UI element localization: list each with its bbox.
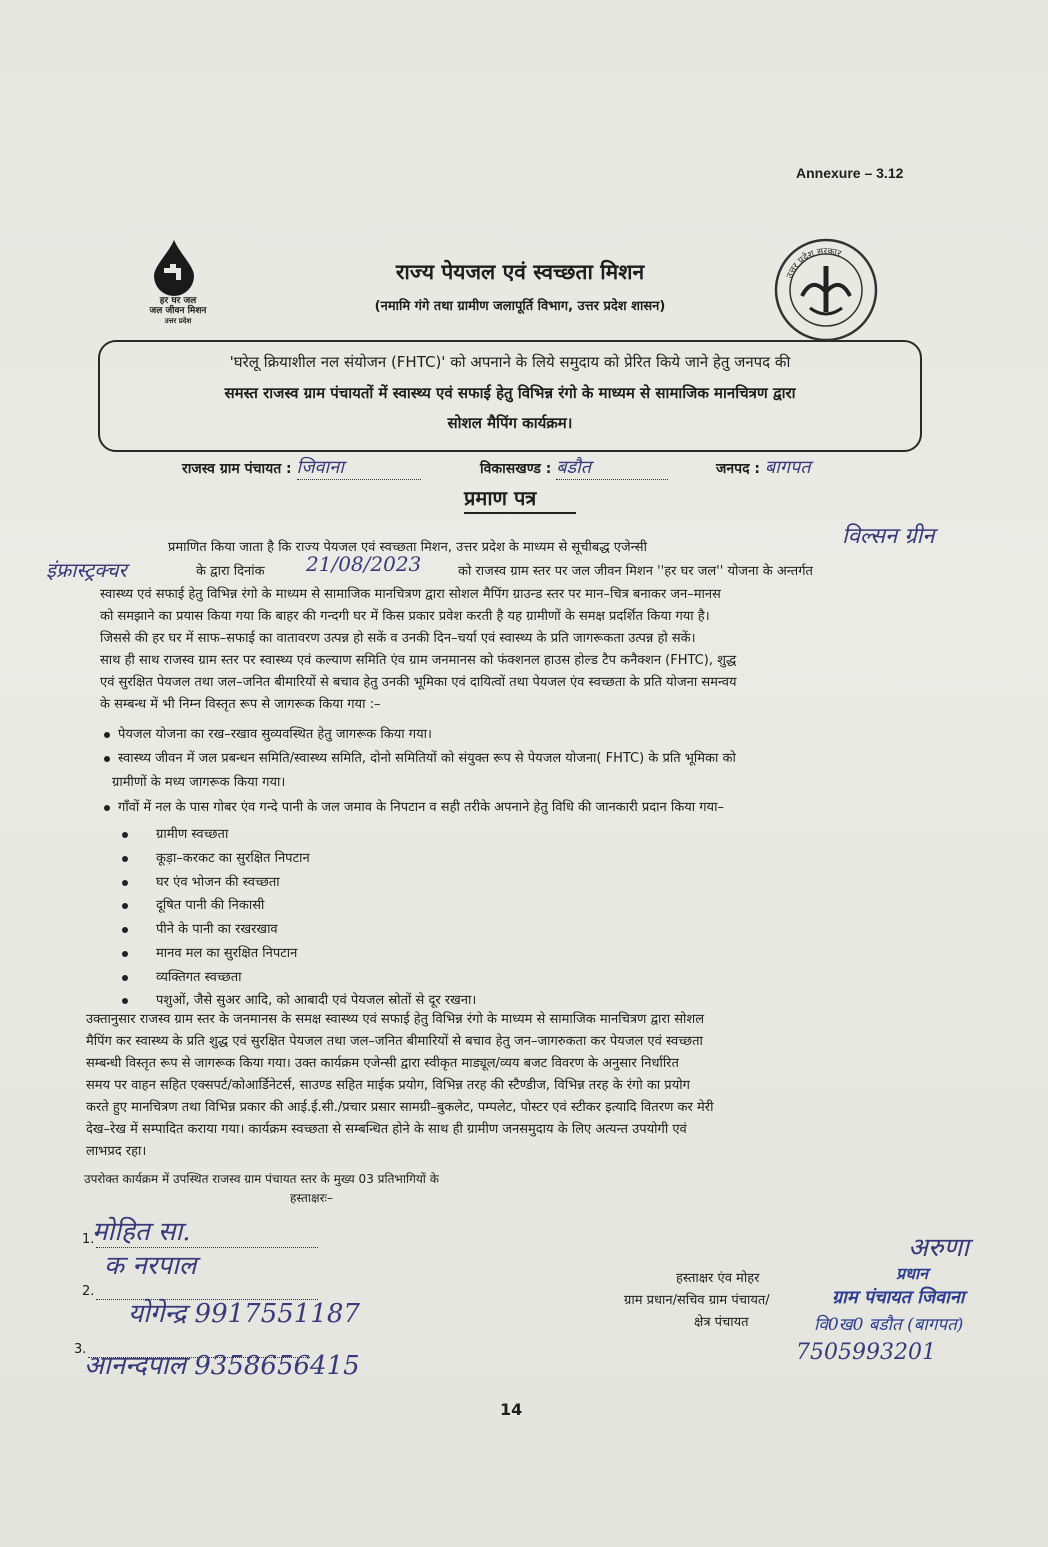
block-field — [480, 455, 668, 480]
district-label: जनपद : — [716, 461, 761, 477]
bullet-icon — [104, 805, 110, 811]
participant-1-signature: मोहित सा. — [92, 1217, 191, 1247]
up-government-seal-icon — [772, 236, 880, 344]
body-line-1: प्रमाणित किया जाता है कि राज्य पेयजल एवं स्वच्छता मिशन, उत्तर प्रदेश के माध्यम से सूचीबद्ध एजेन्सी — [168, 540, 647, 555]
bullet-icon — [122, 927, 128, 933]
mission-title: राज्य पेयजल एवं स्वच्छता मिशन — [395, 260, 645, 284]
signatory-role: ग्राम प्रधान/सचिव ग्राम पंचायत/ — [624, 1293, 770, 1308]
certificate-title-underline — [464, 512, 576, 514]
signatory-label: हस्ताक्षर एंव मोहर — [676, 1271, 760, 1286]
bullet-continuation: ग्रामीणों के मध्य जागरूक किया गया। — [112, 775, 286, 790]
body-line: के सम्बन्ध में भी निम्न विस्तृत रूप से जागरूक किया गया :– — [100, 697, 381, 712]
block-label: विकासखण्ड : — [480, 461, 552, 477]
sub-list-item — [122, 824, 228, 842]
block-value: बडौत — [556, 457, 592, 478]
logo-caption-line: जल जीवन मिशन — [149, 306, 207, 316]
bullet-icon — [122, 951, 128, 957]
agency-name-handwritten: विल्सन ग्रीन — [842, 524, 935, 549]
conclusion-line: समय पर वाहन सहित एक्सपर्ट/कोआर्डिनेटर्स, साउण्ड सहित माईक प्रयोग, विभिन्न तरह की स्टैण्डीज, विभिन्न तरह के रंगो का प्रयोग — [86, 1078, 690, 1093]
participant-number: 3. — [74, 1342, 87, 1357]
logo-caption — [128, 296, 228, 326]
signatory-phone: 7505993201 — [796, 1340, 936, 1365]
body-line-2a: के द्वारा दिनांक — [196, 564, 265, 579]
conclusion-line: देख–रेख में सम्पादित कराया गया। कार्यक्रम स्वच्छता से सम्बन्धित होने के साथ ही ग्रामीण जनसमुदाय के लिए अत्यन्त उपयोगी एवं — [86, 1122, 687, 1137]
body-line: एवं सुरक्षित पेयजल तथा जल–जनित बीमारियों से बचाव हेतु उनकी भूमिका एवं दायित्वों तथा पेयजल एंव स्वच्छता के प्रति योजना समन्वय — [100, 675, 737, 690]
sub-list-item — [122, 895, 264, 913]
seal-text: उत्तर प्रदेश सरकार — [785, 246, 843, 280]
water-drop-logo-icon — [150, 238, 198, 296]
sub-list-item — [122, 990, 476, 1008]
bullet-item — [104, 724, 432, 742]
stamp-title: प्रधान — [896, 1264, 928, 1283]
bullet-icon — [122, 880, 128, 886]
stamp-panchayat: ग्राम पंचायत जिवाना — [832, 1287, 965, 1308]
bullet-icon — [122, 998, 128, 1004]
participant-number: 2. — [82, 1284, 95, 1299]
bullet-icon — [122, 903, 128, 909]
bullet-item — [104, 797, 724, 815]
certificate-title: प्रमाण पत्र — [464, 486, 537, 510]
panchayat-value: जिवाना — [296, 457, 344, 478]
annexure-label: Annexure – 3.12 — [796, 165, 904, 181]
logo-caption-line: हर घर जल — [159, 296, 197, 306]
mission-subtitle: (नमामि गंगे तथा ग्रामीण जलापूर्ति विभाग, उत्तर प्रदेश शासन) — [374, 299, 666, 314]
body-line: को समझाने का प्रयास किया गया कि बाहर की गन्दगी घर में किस प्रकार प्रवेश करती है यह ग्रामीणों के समक्ष प्रदर्शित किया गया है। — [100, 609, 710, 624]
program-line-3: सोशल मैपिंग कार्यक्रम। — [447, 414, 573, 432]
participant-1-name: क नरपाल — [104, 1251, 197, 1281]
bullet-text: गाँवों में नल के पास गोबर एंव गन्दे पानी के जल जमाव के निपटान व सही तरीके अपनाने हेतु विधि की जानकारी प्रदान किया गया– — [118, 800, 724, 815]
bullet-icon — [122, 856, 128, 862]
bullet-icon — [122, 832, 128, 838]
bullet-text: स्वास्थ्य जीवन में जल प्रबन्धन समिति/स्वास्थ्य समिति, दोनो समितियों को संयुक्त रूप से पेयजल योजना( FHTC) के प्रति भूमिका को — [118, 751, 736, 766]
sub-item-text: ग्रामीण स्वच्छता — [156, 827, 229, 842]
sub-item-text: दूषित पानी की निकासी — [156, 898, 265, 913]
bullet-text: पेयजल योजना का रख–रखाव सुव्यवस्थित हेतु जागरूक किया गया। — [118, 727, 432, 742]
participant-3-signature: आनन्दपाल 9358656415 — [84, 1351, 360, 1381]
bullet-icon — [122, 975, 128, 981]
agency-name-handwritten-2: इंफ्रास्ट्रक्चर — [46, 558, 127, 582]
stamp-block: वि0ख0 बडौत (बागपत) — [814, 1315, 964, 1335]
conclusion-line: उक्तानुसार राजस्व ग्राम स्तर के जनमानस के समक्ष स्वास्थ्य एवं सफाई हेतु विभिन्न रंगो के माध्यम से सामाजिक मानचित्रण द्वारा सोशल — [86, 1012, 705, 1027]
sub-item-text: घर एंव भोजन की स्वच्छता — [156, 875, 280, 890]
conclusion-line: सम्बन्धी विस्तृत रूप से जागरूक किया गया। उक्त कार्यक्रम एजेन्सी द्वारा स्वीकृत माड्यूल/व्यय बजट विवरण के अनुसार निर्धारित — [86, 1056, 679, 1071]
sub-item-text: व्यक्तिगत स्वच्छता — [156, 970, 242, 985]
participants-intro: उपरोक्त कार्यक्रम में उपस्थित राजस्व ग्राम पंचायत स्तर के मुख्य 03 प्रतिभागियों के — [84, 1172, 439, 1186]
participant-number: 1. — [82, 1232, 95, 1247]
program-line-2: समस्त राजस्व ग्राम पंचायतों में स्वास्थ्य एवं सफाई हेतु विभिन्न रंगो के माध्यम से सामाजिक मानचित्रण द्वारा — [224, 384, 796, 402]
sub-list-item — [122, 967, 242, 985]
signatory-role-2: क्षेत्र पंचायत — [694, 1315, 749, 1330]
sub-list-item — [122, 919, 278, 937]
participants-signature-label: हस्ताक्षरः– — [290, 1191, 333, 1205]
program-line-1: 'घरेलू क्रियाशील नल संयोजन (FHTC)' को अपनाने के लिये समुदाय को प्रेरित किये जाने हेतु जनपद की — [229, 353, 791, 371]
sub-list-item — [122, 872, 280, 890]
bullet-item — [104, 748, 736, 766]
panchayat-field — [182, 455, 421, 480]
page-number: 14 — [500, 1400, 523, 1419]
sub-item-text: कूड़ा–करकट का सुरक्षित निपटान — [156, 851, 310, 866]
district-value: बागपत — [764, 457, 811, 478]
conclusion-line: मैपिंग कर स्वास्थ्य के प्रति शुद्ध एवं सुरक्षित पेयजल तथा जल–जनित बीमारियों से बचाव हेतु जन–जागरुकता कर पेयजल एवं स्वच्छता — [86, 1034, 703, 1049]
body-line: साथ ही साथ राजस्व ग्राम स्तर पर स्वास्थ्य एवं कल्याण समिति एंव ग्राम जनमानस को फंक्शनल हाउस होल्ड टैप कनैक्शन (FHTC), शुद्ध — [100, 653, 737, 668]
body-line: स्वास्थ्य एवं सफाई हेतु विभिन्न रंगो के माध्यम से सामाजिक मानचित्रण द्वारा सोशल मैपिंग ग्राउन्ड स्तर पर मान–चित्र बनाकर जन–मानस — [100, 587, 721, 602]
sub-list-item — [122, 943, 297, 961]
district-field — [716, 455, 810, 479]
panchayat-label: राजस्व ग्राम पंचायत : — [182, 461, 292, 477]
body-line: जिससे की हर घर में साफ–सफाई का वातावरण उत्पन्न हो सकें व उनकी दिन–चर्या एवं स्वास्थ्य के प्रति जागरूकता उत्पन्न हो सकें। — [100, 631, 696, 646]
conclusion-line: लाभप्रद रहा। — [86, 1144, 147, 1159]
signatory-signature: अरुणा — [908, 1233, 969, 1263]
conclusion-line: करते हुए मानचित्रण तथा विभिन्न प्रकार की आई.ई.सी./प्रचार प्रसार सामग्री–बुकलेट, पम्पलेट, पोस्टर एवं स्टीकर इत्यादि वितरण कर मेरी — [86, 1100, 714, 1115]
logo-caption-line: उत्तर प्रदेश — [164, 317, 192, 325]
bullet-icon — [104, 732, 110, 738]
participant-2-signature: योगेन्द्र 9917551187 — [128, 1299, 360, 1329]
program-date-handwritten: 21/08/2023 — [306, 552, 422, 576]
body-line-2b: को राजस्व ग्राम स्तर पर जल जीवन मिशन ''हर घर जल'' योजना के अन्तर्गत — [458, 564, 813, 579]
bullet-icon — [104, 756, 110, 762]
sub-item-text: पशुओं, जैसे सुअर आदि, को आबादी एवं पेयजल स्रोतों से दूर रखना। — [156, 993, 477, 1008]
sub-item-text: मानव मल का सुरक्षित निपटान — [156, 946, 298, 961]
sub-item-text: पीने के पानी का रखरखाव — [156, 922, 278, 937]
sub-list-item — [122, 848, 310, 866]
